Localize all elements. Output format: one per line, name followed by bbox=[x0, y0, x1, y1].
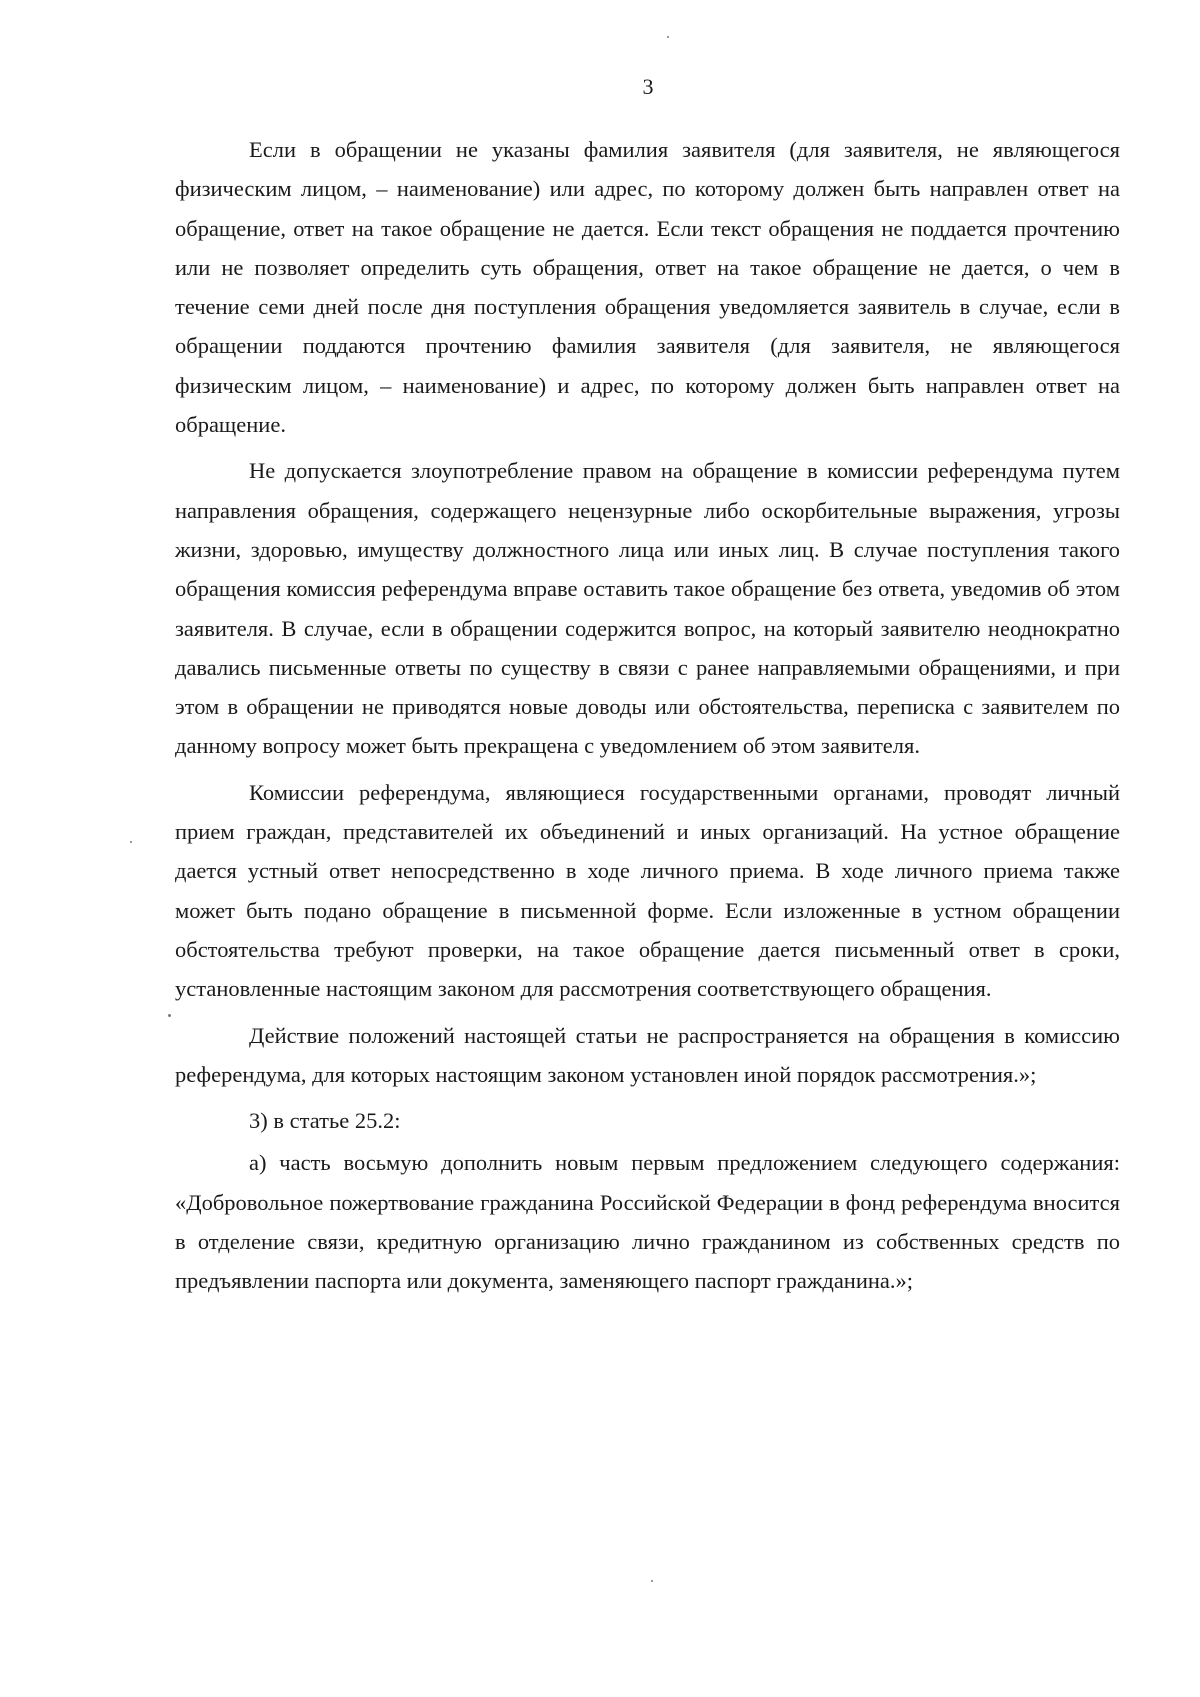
paragraph: 3) в статье 25.2: bbox=[249, 1108, 401, 1134]
paragraph: Если в обращении не указаны фамилия заявителя (для заявителя, не являющегося физическим лицом, – наименование) или адрес, по которому должен быть направлен ответ на обращение, ответ на такое обращение не дается. Если текст обращения не поддается прочтению или не позволяет определить суть обращения, ответ на такое обращение не дается, о чем в течение семи дней после дня поступления обращения уведомляется заявитель в случае, если в обращении поддаются прочтению фамилия заявителя (для заявителя, не являющегося физическим лицом, – наименование) и адрес, по которому должен быть направлен ответ на обращение. bbox=[175, 137, 1120, 438]
paragraph: Действие положений настоящей статьи не распространяется на обращения в комиссию референдума, для которых настоящим законом установлен иной порядок рассмотрения.»; bbox=[175, 1022, 1120, 1087]
paragraph: Комиссии референдума, являющиеся государственными органами, проводят личный прием граждан, представителей их объединений и иных организаций. На устное обращение дается устный ответ непосредственно в ходе личного приема. В ходе личного приема также может быть подано обращение в письменной форме. Если изложенные в устном обращении обстоятельства требуют проверки, на такое обращение дается письменный ответ в сроки, установленные настоящим законом для рассмотрения соответствующего обращения. bbox=[175, 779, 1120, 1002]
paragraph: а) часть восьмую дополнить новым первым предложением следующего содержания: «Добровольное пожертвование гражданина Российской Федерации в фонд референдума вносится в отделение связи, кредитную организацию лично гражданином из собственных средств по предъявлении паспорта или документа, заменяющего паспорт гражданина.»; bbox=[175, 1150, 1120, 1294]
scan-speck bbox=[130, 841, 132, 843]
page-number: 3 bbox=[642, 74, 654, 99]
scan-speck bbox=[168, 1014, 171, 1017]
document-body bbox=[175, 130, 1120, 1301]
scan-speck bbox=[651, 1580, 653, 1582]
paragraph: Не допускается злоупотребление правом на обращение в комиссии референдума путем направления обращения, содержащего нецензурные либо оскорбительные выражения, угрозы жизни, здоровью, имуществу должностного лица или иных лиц. В случае поступления такого обращения комиссия референдума вправе оставить такое обращение без ответа, уведомив об этом заявителя. В случае, если в обращении содержится вопрос, на который заявителю неоднократно давались письменные ответы по существу в связи с ранее направляемыми обращениями, и при этом в обращении не приводятся новые доводы или обстоятельства, переписка с заявителем по данному вопросу может быть прекращена с уведомлением об этом заявителя. bbox=[175, 458, 1120, 759]
scan-speck bbox=[667, 36, 669, 38]
